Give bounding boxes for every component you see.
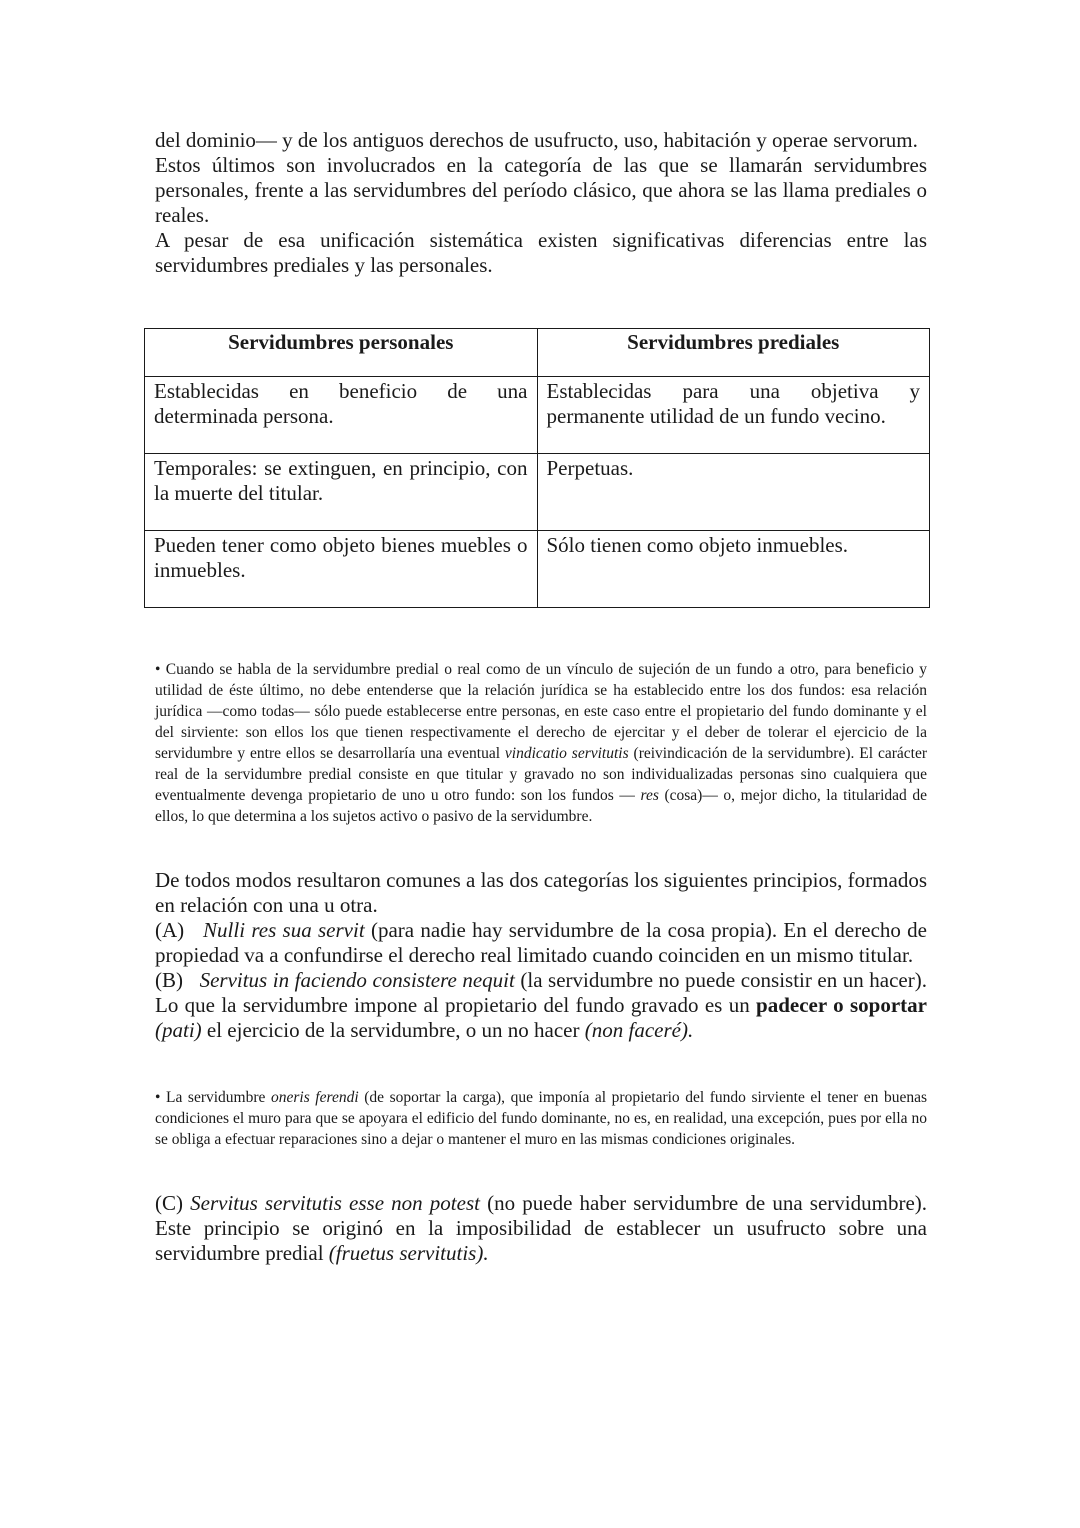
principle-a-label: (A)	[155, 918, 185, 942]
comparison-table	[144, 328, 930, 608]
table-header-row	[145, 329, 930, 377]
principle-c-label: (C)	[155, 1191, 183, 1215]
intro-paragraph-3: A pesar de esa unificación sistemática existen significativas diferencias entre las servidumbres prediales y las personales.	[155, 228, 927, 277]
table-row	[145, 454, 930, 531]
principles-block	[155, 868, 927, 1043]
note1-res-term: res	[640, 787, 659, 804]
document-page	[155, 128, 927, 278]
table-cell: Establecidas en beneficio de una determinada persona.	[145, 377, 538, 454]
principle-a-latin: Nulli res sua servit	[203, 918, 365, 942]
principle-c-italic: (fruetus servitutis).	[328, 1241, 489, 1265]
table-cell: Temporales: se extinguen, en principio, con la muerte del titular.	[145, 454, 538, 531]
note-paragraph-2	[155, 1087, 927, 1150]
principle-b-non-facere: (non faceré).	[584, 1018, 694, 1042]
note-block-1	[155, 659, 927, 827]
principle-b-bold: padecer o soportar	[756, 993, 927, 1017]
principle-c	[155, 1191, 927, 1266]
note1-text-c: (cosa)— o, mejor dicho, la titularidad de ellos, lo que determina a los sujetos activo o pasivo de la servidumbre.	[155, 787, 927, 825]
table-cell: Establecidas para una objetiva y permanente utilidad de un fundo vecino.	[537, 377, 930, 454]
table-header-prediales: Servidumbres prediales	[537, 329, 930, 377]
principle-b-text-b: el ejercicio de la servidumbre, o un no hacer	[201, 1018, 585, 1042]
principle-b-label: (B)	[155, 968, 183, 992]
principle-b-latin: Servitus in faciendo consistere nequit	[199, 968, 515, 992]
table-row	[145, 531, 930, 608]
principle-c-latin: Servitus servitutis esse non potest	[190, 1191, 480, 1215]
intro-paragraph-1: del dominio— y de los antiguos derechos de usufructo, uso, habitación y operae servorum.	[155, 128, 918, 152]
note1-text-a: • Cuando se habla de la servidumbre predial o real como de un vínculo de sujeción de un fundo a otro, para beneficio y utilidad de éste último, no debe entenderse que la relación jurídica se ha establecido entre los dos fundos: esa relación jurídica —como todas— sólo puede establecerse entre personas, en este caso entre el propietario del fundo dominante y el del sirviente: son ellos los que tienen respectivamente el derecho de ejercitar y el deber de tolerar el ejercicio de la servidumbre y entre ellos se desarrollaría una eventual	[155, 661, 927, 762]
note2-latin-term: oneris ferendi	[270, 1089, 359, 1106]
table-cell: Sólo tienen como objeto inmuebles.	[537, 531, 930, 608]
principle-b-pati: (pati)	[155, 1018, 202, 1042]
principle-c-text: (no puede haber servidumbre de una servidumbre). Este principio se originó en la imposibilidad de establecer un usufructo sobre una servidumbre predial	[155, 1191, 928, 1265]
note2-text-a: • La servidumbre	[155, 1089, 271, 1106]
principle-a-text: (para nadie hay servidumbre de la cosa propia). En el derecho de propiedad va a confundirse el derecho real limitado cuando coinciden en un mismo titular.	[155, 918, 928, 967]
principles-intro: De todos modos resultaron comunes a las dos categorías los siguientes principios, formados en relación con una u otra.	[155, 868, 927, 917]
principle-a	[155, 918, 927, 968]
table-row	[145, 377, 930, 454]
table-header-personales: Servidumbres personales	[145, 329, 538, 377]
note1-text-b: (reivindicación de la servidumbre). El carácter real de la servidumbre predial consiste en que titular y gravado no son individualizadas personas sino cualquiera que eventualmente devenga propietario de uno u otro fundo: son los fundos —	[155, 745, 927, 804]
note2-text-b: (de soportar la carga), que imponía al propietario del fundo sirviente el tener en buenas condiciones el muro para que se apoyara el edificio del fundo dominante, no es, en realidad, una excepción, pues por ella no se obliga a efectuar reparaciones sino a dejar o mantener el muro en las mismas condiciones originales.	[155, 1089, 927, 1148]
note-paragraph-1	[155, 659, 927, 827]
note-block-2	[155, 1087, 927, 1150]
table-cell: Pueden tener como objeto bienes muebles o inmuebles.	[145, 531, 538, 608]
principle-b	[155, 968, 927, 1043]
principle-b-text-a: (la servidumbre no puede consistir en un hacer). Lo que la servidumbre impone al propietario del fundo gravado es un	[155, 968, 927, 1017]
note1-latin-term: vindicatio servitutis	[504, 745, 629, 762]
table-cell: Perpetuas.	[537, 454, 930, 531]
principle-c-block	[155, 1191, 927, 1266]
intro-paragraph-2: Estos últimos son involucrados en la categoría de las que se llamarán servidumbres personales, frente a las servidumbres del período clásico, que ahora se las llama prediales o reales.	[155, 153, 927, 227]
